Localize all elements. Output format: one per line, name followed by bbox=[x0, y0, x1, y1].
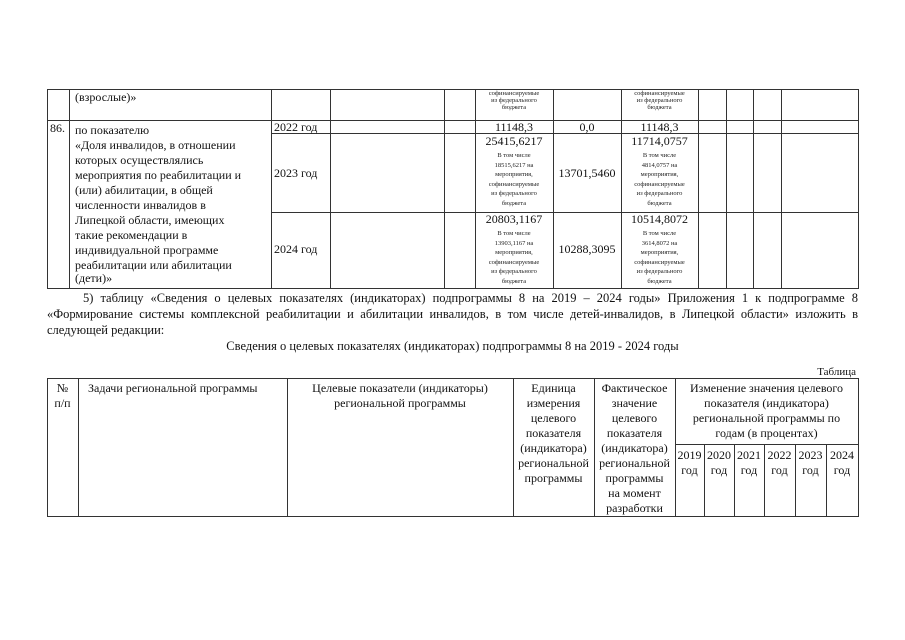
year-suffix: год bbox=[681, 463, 698, 477]
header-line: п/п bbox=[54, 396, 71, 410]
cofinance-note bbox=[475, 90, 553, 111]
name-line: индивидуальной программе bbox=[75, 243, 219, 257]
table-border bbox=[78, 378, 79, 517]
total-value: 20803,1167 bbox=[485, 212, 543, 226]
note-line: 4814,0757 на bbox=[641, 161, 678, 169]
paragraph-line: «Формирование системы комплексной реабилитации и абилитации инвалидов, в том числе детей-инвалидов, в Липецкой области» изложить в bbox=[47, 307, 858, 321]
header-line: региональной программы bbox=[334, 396, 466, 410]
year-number: 2020 bbox=[707, 448, 731, 462]
regional-value: 11148,3 bbox=[640, 120, 679, 134]
name-line: такие рекомендации в bbox=[75, 228, 188, 242]
table-border bbox=[47, 516, 858, 517]
regional-value: 11714,0757 bbox=[631, 134, 688, 148]
year-header bbox=[734, 448, 764, 478]
name-line: «Доля инвалидов, в отношении bbox=[75, 138, 236, 152]
table-border bbox=[753, 89, 754, 289]
note-line: из федерального bbox=[636, 190, 683, 197]
header-line: (индикатора) bbox=[601, 441, 668, 455]
note-line: бюджета bbox=[647, 277, 672, 285]
name-line: по показателю bbox=[75, 123, 150, 137]
note-line: из федерального bbox=[491, 268, 537, 275]
row-name-adults: (взрослые)» bbox=[75, 90, 137, 104]
note-line: мероприятия, bbox=[495, 171, 533, 178]
header-line: программы bbox=[524, 471, 583, 485]
table-border bbox=[858, 378, 859, 517]
header-change bbox=[675, 381, 858, 441]
header-line: № bbox=[56, 381, 69, 395]
table-border bbox=[553, 89, 554, 289]
header-line: целевого bbox=[530, 411, 577, 425]
name-line: (дети)» bbox=[75, 271, 113, 285]
table-border bbox=[330, 89, 331, 289]
note-line: из федерального bbox=[491, 97, 537, 104]
section-title: Сведения о целевых показателях (индикаторах) подпрограммы 8 на 2019 - 2024 годы bbox=[226, 339, 679, 353]
note-line: бюджета bbox=[647, 199, 672, 207]
header-line: целевого bbox=[611, 411, 658, 425]
header-indicators bbox=[287, 381, 513, 411]
federal-value: 13701,5460 bbox=[558, 166, 616, 180]
regional-note bbox=[621, 229, 698, 286]
note-line: В том числе bbox=[642, 152, 677, 159]
year-header bbox=[795, 448, 826, 478]
row-number: 86. bbox=[50, 121, 65, 135]
header-tasks: Задачи региональной программы bbox=[88, 381, 258, 395]
total-note bbox=[475, 229, 553, 286]
note-line: из федерального bbox=[491, 190, 537, 197]
year-label: 2022 год bbox=[274, 120, 318, 134]
note-line: 3614,8072 на bbox=[641, 239, 678, 247]
header-line: Изменение значения целевого bbox=[689, 381, 844, 395]
year-number: 2019 bbox=[677, 448, 702, 462]
note-line: софинансируемые bbox=[634, 258, 685, 266]
header-line: показателя (индикатора) bbox=[704, 396, 829, 410]
year-number: 2024 bbox=[830, 448, 854, 462]
table-border bbox=[47, 89, 858, 90]
header-line: разработки bbox=[606, 501, 663, 515]
note-line: 18515,6217 на bbox=[494, 161, 534, 169]
federal-value: 0,0 bbox=[579, 120, 595, 134]
header-line: на момент bbox=[608, 486, 661, 500]
year-header bbox=[826, 448, 858, 478]
header-line: Единица bbox=[531, 381, 576, 395]
note-line: 13903,1167 на bbox=[494, 239, 534, 247]
total-value: 11148,3 bbox=[494, 120, 534, 134]
year-suffix: год bbox=[710, 463, 728, 477]
note-line: бюджета bbox=[501, 104, 527, 111]
year-number: 2021 bbox=[737, 448, 761, 462]
paragraph-line: следующей редакции: bbox=[47, 323, 165, 337]
header-line: показателя bbox=[525, 426, 582, 440]
note-line: софинансируемые bbox=[488, 180, 540, 188]
header-line: значение bbox=[611, 396, 658, 410]
header-line: Фактическое bbox=[601, 381, 668, 395]
total-value: 25415,6217 bbox=[485, 134, 543, 148]
header-line: годам (в процентах) bbox=[715, 426, 818, 440]
table-border bbox=[858, 89, 859, 289]
year-header bbox=[764, 448, 795, 478]
name-line: реабилитации или абилитации bbox=[75, 258, 232, 272]
header-line: региональной bbox=[518, 456, 589, 470]
year-suffix: год bbox=[833, 463, 851, 477]
name-line: (или) абилитации, в общей bbox=[75, 183, 213, 197]
header-line: программы bbox=[605, 471, 664, 485]
table-border bbox=[781, 89, 782, 289]
federal-value: 10288,3095 bbox=[558, 242, 616, 256]
header-unit bbox=[513, 381, 594, 486]
table-border bbox=[47, 120, 858, 121]
table-border bbox=[444, 89, 445, 289]
year-header bbox=[704, 448, 734, 478]
year-number: 2023 bbox=[798, 448, 823, 462]
note-line: софинансируемые bbox=[634, 90, 685, 97]
year-header bbox=[675, 448, 704, 478]
note-line: мероприятия, bbox=[640, 171, 679, 178]
name-line: Липецкой области, имеющих bbox=[75, 213, 225, 227]
table-border bbox=[726, 89, 727, 289]
year-label: 2023 год bbox=[274, 166, 318, 180]
table-border bbox=[47, 378, 858, 379]
year-number: 2022 bbox=[767, 448, 792, 462]
table-border bbox=[47, 89, 48, 289]
note-line: софинансируемые bbox=[488, 258, 540, 266]
header-number bbox=[47, 381, 78, 411]
note-line: В том числе bbox=[642, 230, 677, 237]
name-line: которых осуществлялись bbox=[75, 153, 204, 167]
table-border bbox=[675, 444, 858, 445]
note-line: из федерального bbox=[636, 97, 683, 104]
cofinance-note bbox=[621, 90, 698, 111]
table-border bbox=[698, 89, 699, 289]
note-line: бюджета bbox=[647, 104, 672, 111]
note-line: бюджета bbox=[501, 277, 527, 285]
regional-value: 10514,8072 bbox=[631, 212, 688, 226]
year-suffix: год bbox=[802, 463, 819, 477]
note-line: В том числе bbox=[497, 152, 531, 159]
note-line: софинансируемые bbox=[488, 90, 540, 97]
note-line: мероприятия, bbox=[640, 249, 679, 256]
year-label: 2024 год bbox=[274, 242, 318, 256]
name-line: численности инвалидов в bbox=[75, 198, 206, 212]
year-suffix: год bbox=[771, 463, 788, 477]
note-line: мероприятия, bbox=[495, 249, 533, 256]
note-line: В том числе bbox=[497, 230, 531, 237]
note-line: бюджета bbox=[501, 199, 527, 207]
table-border bbox=[271, 89, 272, 289]
table-border bbox=[69, 89, 70, 289]
header-line: (индикатора) bbox=[520, 441, 587, 455]
table-border bbox=[271, 212, 858, 213]
header-line: региональной bbox=[599, 456, 670, 470]
table-border bbox=[47, 288, 858, 289]
table-label: Таблица bbox=[817, 366, 856, 378]
note-line: софинансируемые bbox=[634, 180, 685, 188]
header-line: измерения bbox=[526, 396, 581, 410]
header-line: региональной программы по bbox=[692, 411, 841, 425]
header-line: Целевые показатели (индикаторы) bbox=[312, 381, 488, 395]
note-line: из федерального bbox=[636, 268, 683, 275]
year-suffix: год bbox=[740, 463, 758, 477]
header-line: показателя bbox=[606, 426, 663, 440]
regional-note bbox=[621, 151, 698, 208]
total-note bbox=[475, 151, 553, 208]
header-fact bbox=[594, 381, 675, 516]
name-line: мероприятия по реабилитации и bbox=[75, 168, 242, 182]
paragraph-line: 5) таблицу «Сведения о целевых показателях (индикаторах) подпрограммы 8 на 2019 – 2024 годы» Приложения 1 к подпрограмме 8 bbox=[83, 291, 858, 305]
